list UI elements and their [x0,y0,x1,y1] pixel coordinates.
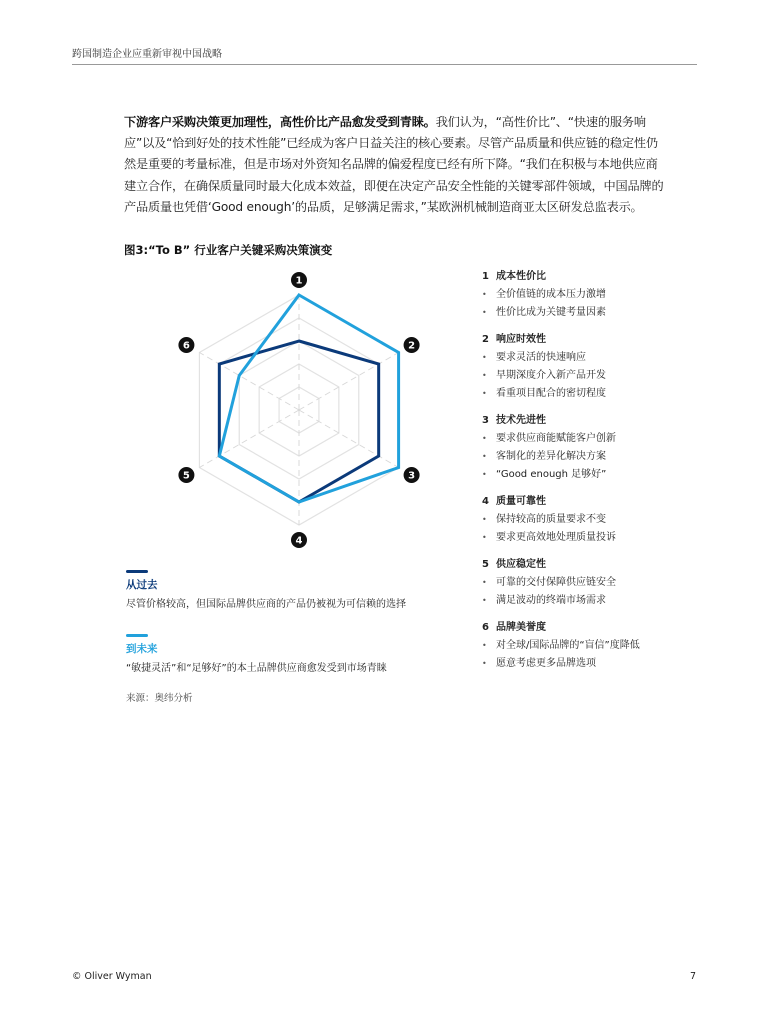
bullet-icon: • [482,596,487,605]
criteria-item-text: 早期深度介入新产品开发 [496,370,606,381]
criteria-number: 1 [482,271,489,282]
criteria-group [482,268,640,322]
bullet-icon: • [482,641,487,650]
axis-label-3: 3 [408,470,416,482]
bullet-icon: • [482,389,487,398]
criteria-item [482,448,640,466]
criteria-heading [482,268,640,286]
axis-label-4: 4 [295,535,303,547]
grid-spoke [199,410,299,468]
source-note: 来源：奥纬分析 [126,693,193,704]
criteria-title: 质量可靠性 [496,496,546,507]
legend-future [126,634,387,674]
criteria-item [482,466,640,484]
criteria-item-text: 愿意考虑更多品牌选项 [496,658,596,669]
criteria-number: 3 [482,415,489,426]
bullet-icon: • [482,353,487,362]
criteria-title: 响应时效性 [496,334,546,345]
criteria-list [482,268,640,682]
criteria-group [482,493,640,547]
criteria-number: 4 [482,496,489,507]
bullet-icon: • [482,290,487,299]
criteria-item-text: 全价值链的成本压力激增 [496,289,606,300]
criteria-title: 品牌美誉度 [496,622,546,633]
legend-past [126,570,406,610]
criteria-item-text: 要求供应商能赋能客户创新 [496,433,616,444]
bullet-icon: • [482,533,487,542]
criteria-item-text: 可靠的交付保障供应链安全 [496,577,616,588]
legend-desc-past: 尽管价格较高，但国际品牌供应商的产品仍被视为可信赖的选择 [126,599,406,610]
criteria-item-text: 性价比成为关键考量因素 [496,307,606,318]
body-paragraph [124,112,664,218]
criteria-heading [482,331,640,349]
criteria-item [482,286,640,304]
criteria-item-text: 看重项目配合的密切程度 [496,388,606,399]
criteria-heading [482,493,640,511]
criteria-item [482,655,640,673]
criteria-item [482,349,640,367]
criteria-item-text: 保持较高的质量要求不变 [496,514,606,525]
bullet-icon: • [482,470,487,479]
criteria-item-text: 要求灵活的快速响应 [496,352,586,363]
radar-chart [150,260,450,560]
criteria-group [482,412,640,484]
criteria-item [482,592,640,610]
criteria-item [482,430,640,448]
legend-swatch-future [126,634,148,637]
criteria-heading [482,619,640,637]
criteria-item [482,529,640,547]
criteria-item [482,367,640,385]
criteria-title: 技术先进性 [496,415,546,426]
criteria-item-text: 满足波动的终端市场需求 [496,595,606,606]
criteria-item [482,574,640,592]
bullet-icon: • [482,659,487,668]
bullet-icon: • [482,515,487,524]
header-divider [72,64,697,65]
criteria-group [482,619,640,673]
bullet-icon: • [482,452,487,461]
criteria-item-text: 要求更高效地处理质量投诉 [496,532,616,543]
bullet-icon: • [482,578,487,587]
criteria-item [482,304,640,322]
criteria-title: 供应稳定性 [496,559,546,570]
legend-label-future: 到未来 [126,643,158,655]
legend-desc-future: “敏捷灵活”和“足够好”的本土品牌供应商愈发受到市场青睐 [126,663,387,674]
figure-title: 图3:“To B” 行业客户关键采购决策演变 [124,243,333,257]
bullet-icon: • [482,308,487,317]
criteria-item [482,511,640,529]
criteria-number: 5 [482,559,489,570]
running-header: 跨国制造企业应重新审视中国战略 [72,49,222,60]
criteria-item [482,637,640,655]
axis-label-5: 5 [182,470,190,482]
paragraph-text: 我们认为，“高性价比”、“快速的服务响应”以及“恰到好处的技术性能”已经成为客户日益关注的核心要素。尽管产品质量和供应链的稳定性仍然是重要的考量标准，但是市场对外资知名品牌的偏爱程度已经有所下降。“我们在积极与本地供应商建立合作，在确保质量同时最大化成本效益，即便在决定产品安全性能的关键零部件领域，中国品牌的产品质量也凭借‘Good enough’的品质，足够满足需求，”某欧洲机械制造商亚太区研发总监表示。 [124,115,664,214]
criteria-title: 成本性价比 [496,271,546,282]
axis-label-6: 6 [182,340,190,352]
axis-label-1: 1 [295,275,303,287]
bullet-icon: • [482,371,487,380]
grid-spoke [299,353,399,411]
criteria-heading [482,556,640,574]
criteria-number: 2 [482,334,489,345]
legend-label-past: 从过去 [126,579,158,591]
criteria-item-text: 对全球/国际品牌的“盲信”度降低 [496,640,640,651]
paragraph-lead: 下游客户采购决策更加理性，高性价比产品愈发受到青睐。 [124,115,436,129]
grid-spoke [299,410,399,468]
legend-swatch-past [126,570,148,573]
criteria-item-text: 客制化的差异化解决方案 [496,451,606,462]
criteria-group [482,556,640,610]
criteria-number: 6 [482,622,489,633]
criteria-item [482,385,640,403]
bullet-icon: • [482,434,487,443]
criteria-group [482,331,640,403]
criteria-item-text: “Good enough 足够好” [496,469,607,480]
footer-copyright: © Oliver Wyman [72,971,152,982]
axis-label-2: 2 [408,340,416,352]
criteria-heading [482,412,640,430]
page-number: 7 [690,971,697,982]
